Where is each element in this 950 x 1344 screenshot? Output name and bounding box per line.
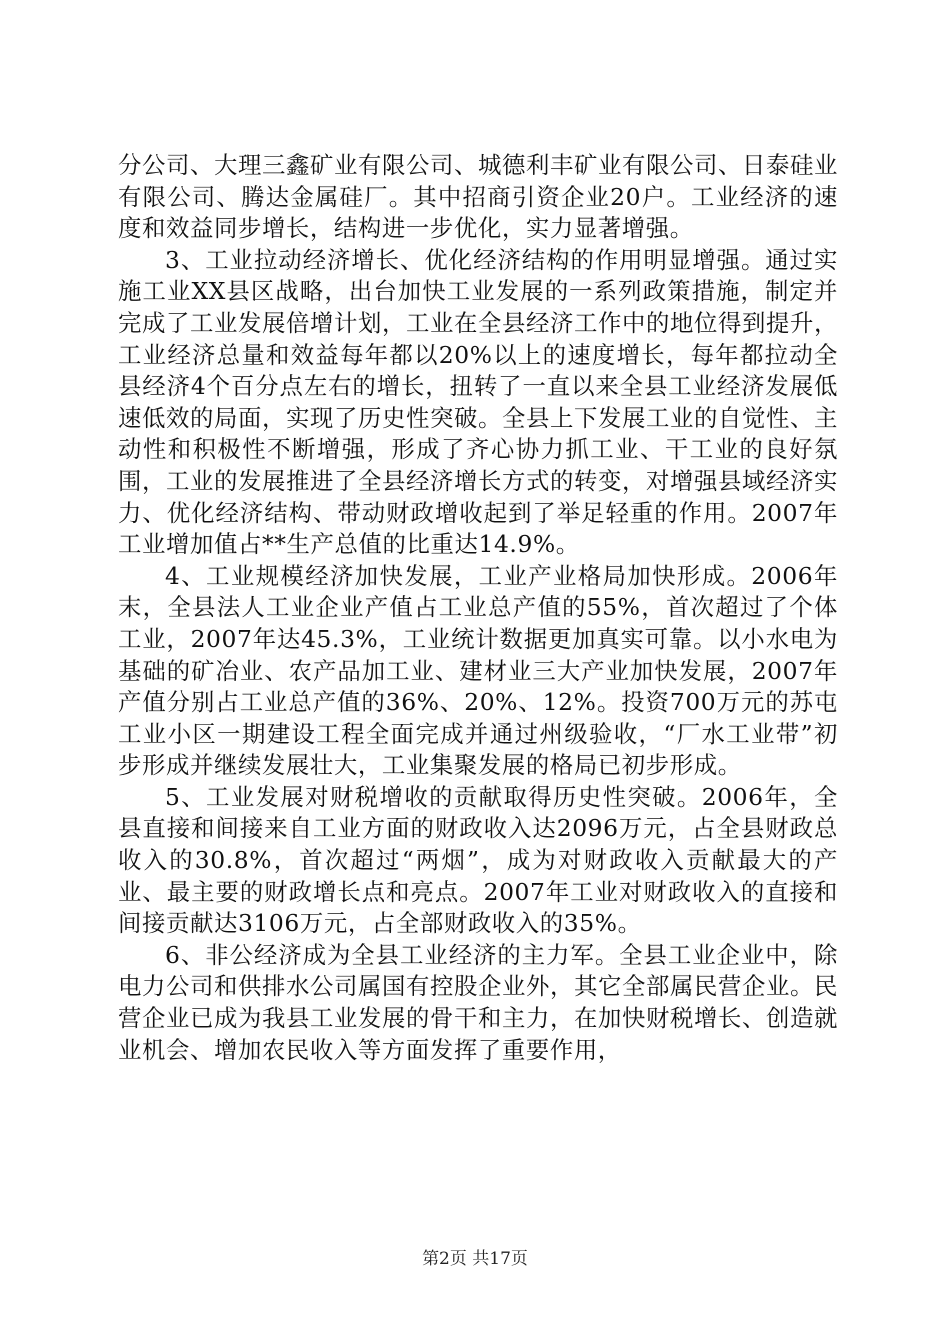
document-body xyxy=(118,150,838,1066)
page-footer: 第2页 共17页 xyxy=(422,1249,528,1269)
paragraph-continuation: 分公司、大理三鑫矿业有限公司、城德利丰矿业有限公司、日泰硅业有限公司、腾达金属硅厂。其中招商引资企业20户。工业经济的速度和效益同步增长，结构进一步优化，实力显著增强。 xyxy=(118,151,838,243)
paragraph-3: 3、工业拉动经济增长、优化经济结构的作用明显增强。通过实施工业XX县区战略，出台加快工业发展的一系列政策措施，制定并完成了工业发展倍增计划，工业在全县经济工作中的地位得到提升，工业经济总量和效益每年都以20%以上的速度增长，每年都拉动全县经济4个百分点左右的增长，扭转了一直以来全县工业经济发展低速低效的局面，实现了历史性突破。全县上下发展工业的自觉性、主动性和积极性不断增强，形成了齐心协力抓工业、干工业的良好氛围，工业的发展推进了全县经济增长方式的转变，对增强县域经济实力、优化经济结构、带动财政增收起到了举足轻重的作用。2007年工业增加值占**生产总值的比重达14.9%。 xyxy=(118,245,838,559)
paragraph-5: 5、工业发展对财税增收的贡献取得历史性突破。2006年，全县直接和间接来自工业方面的财政收入达2096万元，占全县财政总收入的30.8%，首次超过“两烟”，成为对财政收入贡献最大的产业、最主要的财政增长点和亮点。2007年工业对财政收入的直接和间接贡献达3106万元，占全部财政收入的35%。 xyxy=(118,782,838,938)
paragraph-4: 4、工业规模经济加快发展，工业产业格局加快形成。2006年末，全县法人工业企业产值占工业总产值的55%，首次超过了个体工业，2007年达45.3%，工业统计数据更加真实可靠。以小水电为基础的矿冶业、农产品加工业、建材业三大产业加快发展，2007年产值分别占工业总产值的36%、20%、12%。投资700万元的苏屯工业小区一期建设工程全面完成并通过州级验收，“厂水工业带”初步形成并继续发展壮大，工业集聚发展的格局已初步形成。 xyxy=(118,561,838,780)
paragraph-6: 6、非公经济成为全县工业经济的主力军。全县工业企业中，除电力公司和供排水公司属国有控股企业外，其它全部属民营企业。民营企业已成为我县工业发展的骨干和主力，在加快财税增长、创造就业机会、增加农民收入等方面发挥了重要作用， xyxy=(118,940,838,1064)
